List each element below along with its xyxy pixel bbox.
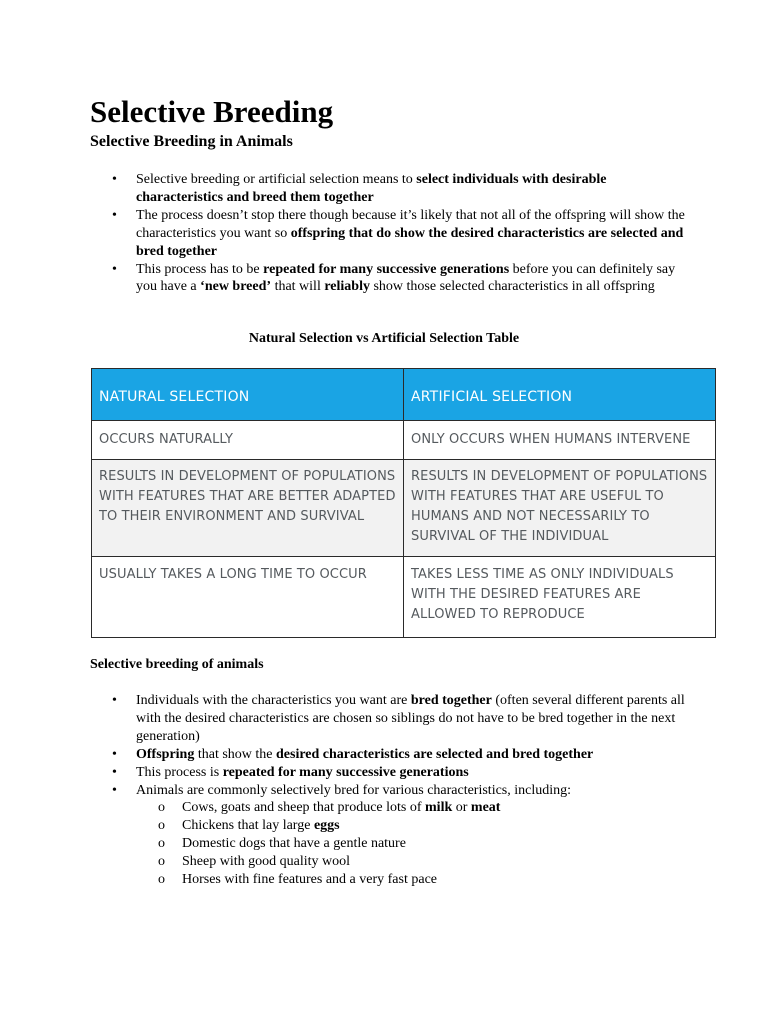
sub-list-item [136,871,690,889]
text-run: Selective breeding or artificial selection means to [136,172,417,187]
text-run: that show the [194,746,276,762]
text-run: Sheep with good quality wool [182,854,350,870]
comparison-table [91,368,716,638]
sub-list-item [136,817,690,835]
bold-text-run: repeated for many successive generations [263,261,510,277]
section-heading: Selective breeding of animals [90,657,264,672]
table-header-row [92,369,716,421]
animals-bullet-list [90,692,690,889]
table-cell: RESULTS IN DEVELOPMENT OF POPULATIONS WITH FEATURES THAT ARE BETTER ADAPTED TO THEIR ENVIRONMENT AND SURVIVAL [92,460,404,557]
bold-text-run: milk [425,800,453,816]
table-cell: OCCURS NATURALLY [92,421,404,460]
text-run: before you can definitely say you have a [136,261,676,295]
list-item [90,261,690,297]
bold-text-run: meat [470,800,501,816]
table-row [92,421,716,460]
sub-list-item [136,799,690,817]
header-natural-selection: NATURAL SELECTION [92,369,404,421]
text-run: Animals are commonly selectively bred for various characteristics, including: [136,782,572,798]
text-run: This process is [136,764,223,780]
list-item [90,746,690,764]
bold-text-run: reliably [324,279,370,295]
text-run: show those selected characteristics in all offspring [369,279,655,295]
bold-text-run: bred together [410,693,492,708]
text-run: The process doesn’t stop there though because it’s likely that not all of the offspring will show the characteristics you want so [136,207,685,241]
table-row [92,460,716,557]
text-run: Domestic dogs that have a gentle nature [182,836,406,852]
text-run: Horses with fine features and a very fast pace [182,872,438,888]
text-run: Individuals with the characteristics you want are [136,693,411,708]
list-item [90,782,690,889]
table-caption: Natural Selection vs Artificial Selection Table [248,331,520,346]
list-item [90,764,690,782]
table-cell: USUALLY TAKES A LONG TIME TO OCCUR [92,557,404,638]
list-item [90,692,690,746]
text-run: that will [271,279,325,295]
sub-list-item [136,835,690,853]
intro-bullet-list [90,171,690,296]
page-title: Selective Breeding [90,94,334,129]
text-run: This process has to be [136,261,264,277]
text-run: Cows, goats and sheep that produce lots of [182,800,426,816]
text-run: Chickens that lay large [182,818,314,834]
text-run: or [452,800,471,816]
bold-text-run: Offspring [136,746,195,762]
header-artificial-selection: ARTIFICIAL SELECTION [404,369,716,421]
list-item [90,207,690,261]
bold-text-run: select individuals with desirable characteristics and breed them together [136,172,607,205]
table-cell: ONLY OCCURS WHEN HUMANS INTERVENE [404,421,716,460]
bold-text-run: ‘new breed’ [200,279,272,295]
text-run: (often several different parents all with the desired characteristics are chosen so siblings do not have to be bred together in the next generation) [136,693,685,744]
sub-list-item [136,853,690,871]
bold-text-run: offspring that do show the desired characteristics are selected and bred together [136,225,684,259]
section-subtitle: Selective Breeding in Animals [90,133,293,150]
table-cell: TAKES LESS TIME AS ONLY INDIVIDUALS WITH THE DESIRED FEATURES ARE ALLOWED TO REPRODUCE [404,557,716,638]
sub-bullet-list [136,799,690,889]
bold-text-run: repeated for many successive generations [222,764,469,780]
bold-text-run: desired characteristics are selected and bred together [276,746,594,762]
table-row [92,557,716,638]
list-item [90,171,690,207]
bold-text-run: eggs [313,818,340,834]
table-cell: RESULTS IN DEVELOPMENT OF POPULATIONS WITH FEATURES THAT ARE USEFUL TO HUMANS AND NOT NECESSARILY TO SURVIVAL OF THE INDIVIDUAL [404,460,716,557]
